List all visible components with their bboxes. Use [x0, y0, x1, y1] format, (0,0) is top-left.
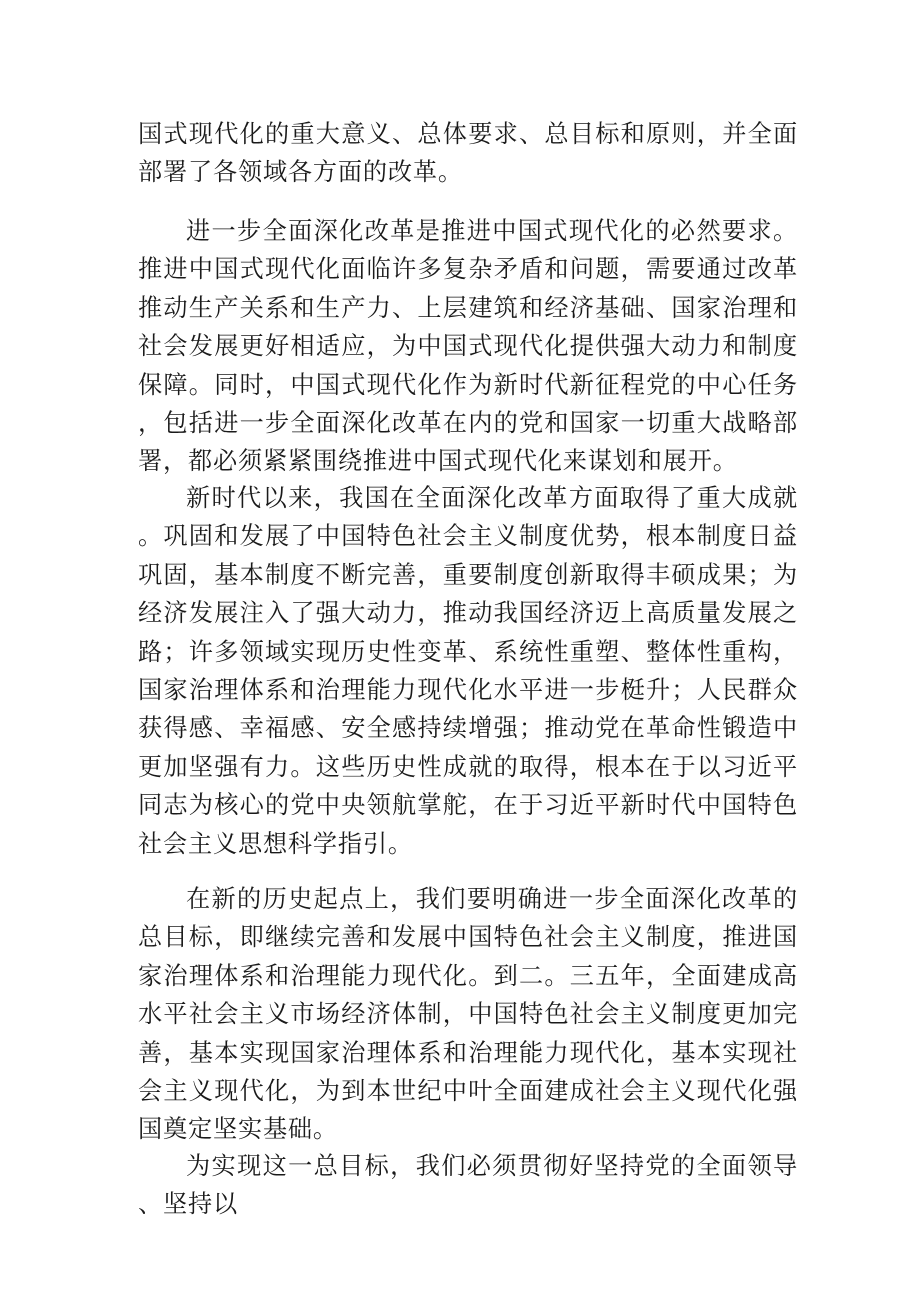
- paragraph-reform-requirement: 进一步全面深化改革是推进中国式现代化的必然要求。推进中国式现代化面临许多复杂矛盾和问题，需要通过改革推动生产关系和生产力、上层建筑和经济基础、国家治理和社会发展更好相适应，为中国式现代化提供强大动力和制度保障。同时，中国式现代化作为新时代新征程党的中心任务，包括进一步全面深化改革在内的党和国家一切重大战略部署，都必须紧紧围绕推进中国式现代化来谋划和展开。: [138, 217, 798, 476]
- paragraph-overall-goal: 在新的历史起点上，我们要明确进一步全面深化改革的总目标，即继续完善和发展中国特色社会主义制度，推进国家治理体系和治理能力现代化。到二。三五年，全面建成高水平社会主义市场经济体制，中国特色社会主义制度更加完善，基本实现国家治理体系和治理能力现代化，基本实现社会主义现代化，为到本世纪中叶全面建成社会主义现代化强国奠定坚实基础。: [138, 885, 798, 1144]
- paragraph-achievements: 新时代以来，我国在全面深化改革方面取得了重大成就。巩固和发展了中国特色社会主义制度优势，根本制度日益巩固，基本制度不断完善，重要制度创新取得丰硕成果；为经济发展注入了强大动力，推动我国经济迈上高质量发展之路；许多领域实现历史性变革、系统性重塑、整体性重构，国家治理体系和治理能力现代化水平进一步梃升；人民群众获得感、幸福感、安全感持续增强；推动党在革命性锻造中更加坚强有力。这些历史性成就的取得，根本在于以习近平同志为核心的党中央领航掌舵，在于习近平新时代中国特色社会主义思想科学指引。: [138, 484, 798, 858]
- paragraph-continuation: 国式现代化的重大意义、总体要求、总目标和原则，并全面部署了各领域各方面的改革。: [138, 120, 798, 187]
- paragraph-implementation: 为实现这一总目标，我们必须贯彻好坚持党的全面领导、坚持以: [138, 1152, 798, 1219]
